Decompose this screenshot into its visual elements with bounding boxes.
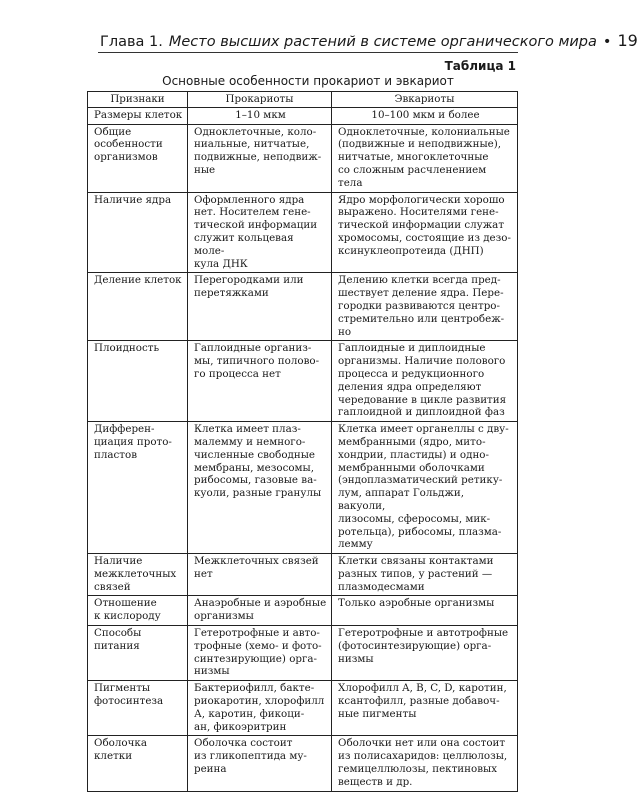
feature-cell: Дифферен- циация прото- пластов bbox=[88, 422, 188, 554]
bullet-separator: • bbox=[602, 34, 612, 50]
table-row bbox=[88, 341, 518, 422]
prokaryote-cell: Клетка имеет плаз- малемму и немного- численные свободные мембраны, мезосомы, рибосомы, газовые ва- куоли, разные гранулы bbox=[188, 422, 332, 554]
eukaryote-cell: Ядро морфологически хорошо выражено. Носителями гене- тической информации служат хромосомы, состоящие из дезо- ксинуклеопротеида (ДНП) bbox=[332, 192, 518, 273]
header-rule bbox=[98, 52, 518, 53]
feature-cell: Отношение к кислороду bbox=[88, 596, 188, 626]
eukaryote-cell: Только аэробные организмы bbox=[332, 596, 518, 626]
column-header-prokaryotes: Прокариоты bbox=[188, 92, 332, 108]
eukaryote-cell: Гаплоидные и диплоидные организмы. Наличие полового процесса и редукционного деления ядра определяют чередование в цикле развития гаплоидной и диплоидной фаз bbox=[332, 341, 518, 422]
table-row bbox=[88, 107, 518, 124]
feature-cell: Общие особенности организмов bbox=[88, 124, 188, 192]
feature-cell: Деление клеток bbox=[88, 273, 188, 341]
feature-cell: Способы питания bbox=[88, 626, 188, 681]
eukaryote-cell: Делению клетки всегда пред- шествует деление ядра. Пере- городки развиваются центро- стремительно или центробеж- но bbox=[332, 273, 518, 341]
table-number: Таблица 1 bbox=[444, 59, 516, 73]
prokaryote-cell: Гаплоидные организ- мы, типичного полово- го процесса нет bbox=[188, 341, 332, 422]
table-row bbox=[88, 124, 518, 192]
table-row bbox=[88, 273, 518, 341]
feature-cell: Размеры клеток bbox=[88, 107, 188, 124]
chapter-title: Место высших растений в системе органического мира bbox=[168, 34, 597, 50]
eukaryote-cell: Гетеротрофные и автотрофные (фотосинтезирующие) орга- низмы bbox=[332, 626, 518, 681]
feature-cell: Плоидность bbox=[88, 341, 188, 422]
prokaryote-cell: Перегородками или перетяжками bbox=[188, 273, 332, 341]
prokaryote-cell: Оболочка состоит из гликопептида му- реина bbox=[188, 736, 332, 791]
table-row bbox=[88, 596, 518, 626]
table-row bbox=[88, 554, 518, 596]
eukaryote-cell: Клетки связаны контактами разных типов, у растений — плазмодесмами bbox=[332, 554, 518, 596]
eukaryote-cell: Оболочки нет или она состоит из полисахаридов: целлюлозы, гемицеллюлозы, пектиновых веществ и др. bbox=[332, 736, 518, 791]
table-row bbox=[88, 626, 518, 681]
eukaryote-cell: 10–100 мкм и более bbox=[332, 107, 518, 124]
table-row bbox=[88, 736, 518, 791]
feature-cell: Пигменты фотосинтеза bbox=[88, 681, 188, 736]
feature-cell: Наличие ядра bbox=[88, 192, 188, 273]
column-header-feature: Признаки bbox=[88, 92, 188, 108]
prokaryote-cell: Гетеротрофные и авто- трофные (хемо- и фото- синтезирующие) орга- низмы bbox=[188, 626, 332, 681]
table-row bbox=[88, 422, 518, 554]
comparison-table bbox=[87, 91, 518, 792]
prokaryote-cell: Одноклеточные, коло- ниальные, нитчатые, подвижные, неподвиж- ные bbox=[188, 124, 332, 192]
running-header bbox=[100, 26, 638, 50]
eukaryote-cell: Клетка имеет органеллы с дву- мембранными (ядро, мито- хондрии, пластиды) и одно- мембранными оболочками (эндоплазматический ретику- лум, аппарат Гольджи, вакуоли, лизосомы, сферосомы, мик- ротельца), рибосомы, плазма- лемму bbox=[332, 422, 518, 554]
table-caption: Основные особенности прокариот и эвкариот bbox=[162, 74, 454, 88]
prokaryote-cell: 1–10 мкм bbox=[188, 107, 332, 124]
prokaryote-cell: Оформленного ядра нет. Носителем генe- тической информации служит кольцевая моле- кула ДНК bbox=[188, 192, 332, 273]
feature-cell: Оболочка клетки bbox=[88, 736, 188, 791]
feature-cell: Наличие межклеточных связей bbox=[88, 554, 188, 596]
eukaryote-cell: Одноклеточные, колониальные (подвижные и неподвижные), нитчатые, многоклеточные со сложным расчленением тела bbox=[332, 124, 518, 192]
prokaryote-cell: Бактериофилл, бакте- риокаротин, хлорофилл А, каротин, фикоци- ан, фикоэритрин bbox=[188, 681, 332, 736]
prokaryote-cell: Анаэробные и аэробные организмы bbox=[188, 596, 332, 626]
chapter-label: Глава 1. bbox=[100, 34, 163, 50]
page-number: 19 bbox=[617, 31, 638, 50]
table-row bbox=[88, 681, 518, 736]
column-header-eukaryotes: Эвкариоты bbox=[332, 92, 518, 108]
eukaryote-cell: Хлорофилл A, B, C, D, каротин, ксантофилл, разные добавоч- ные пигменты bbox=[332, 681, 518, 736]
table-header-row bbox=[88, 92, 518, 108]
table-row bbox=[88, 192, 518, 273]
prokaryote-cell: Межклеточных связей нет bbox=[188, 554, 332, 596]
